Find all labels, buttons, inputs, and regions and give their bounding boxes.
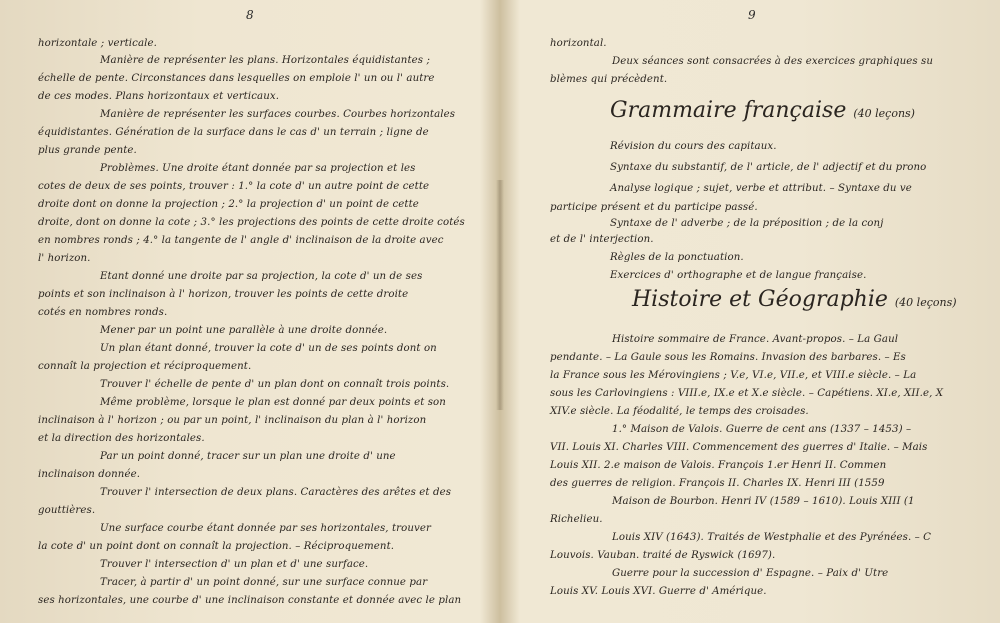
text-line: Problèmes. Une droite étant donnée par sa projection et les	[100, 163, 416, 174]
text-line: Exercices d' orthographe et de langue française.	[610, 270, 867, 281]
text-line: Louis XIV (1643). Traités de Westphalie et des Pyrénées. – C	[612, 532, 932, 543]
text-line: Règles de la ponctuation.	[610, 252, 744, 263]
section-title-text: Histoire et Géographie	[632, 287, 888, 312]
text-line: inclinaison donnée.	[38, 469, 141, 480]
text-line: blèmes qui précèdent.	[550, 74, 668, 85]
text-line: Louis XII. 2.e maison de Valois. François 1.er Henri II. Commen	[550, 460, 887, 471]
text-line: Louvois. Vauban. traité de Ryswick (1697).	[550, 550, 776, 561]
text-line: droite, dont on donne la cote ; 3.° les projections des points de cette droite cotés	[38, 217, 465, 228]
text-line: Une surface courbe étant donnée par ses horizontales, trouver	[100, 523, 431, 534]
text-line: pendante. – La Gaule sous les Romains. Invasion des barbares. – Es	[550, 352, 906, 363]
text-line: cotes de deux de ses points, trouver : 1.° la cote d' un autre point de cette	[38, 181, 430, 192]
text-line: participe présent et du participe passé.	[550, 202, 758, 213]
text-line: équidistantes. Génération de la surface dans le cas d' un terrain ; ligne de	[38, 127, 429, 138]
left-page-number: 8	[246, 8, 254, 22]
text-line: plus grande pente.	[38, 145, 137, 156]
text-line: Richelieu.	[550, 514, 603, 525]
section-title-histoire	[632, 287, 957, 312]
text-line: gouttières.	[38, 505, 96, 516]
text-line: sous les Carlovingiens : VIII.e, IX.e et X.e siècle. – Capétiens. XI.e, XII.e, X	[550, 388, 944, 399]
text-line: Etant donné une droite par sa projection, la cote d' un de ses	[100, 271, 423, 282]
text-line: droite dont on donne la projection ; 2.° la projection d' un point de cette	[38, 199, 419, 210]
text-line: Maison de Bourbon. Henri IV (1589 – 1610). Louis XIII (1	[612, 496, 915, 507]
text-line: XIV.e siècle. La féodalité, le temps des croisades.	[550, 406, 809, 417]
text-line: Guerre pour la succession d' Espagne. – Paix d' Utre	[612, 568, 889, 579]
section-lesson-count: (40 leçons)	[853, 107, 915, 120]
text-line: de ces modes. Plans horizontaux et verticaux.	[38, 91, 280, 102]
text-line: horizontal.	[550, 38, 607, 49]
section-title-grammaire	[610, 98, 915, 123]
text-line: l' horizon.	[38, 253, 91, 264]
text-line: Louis XV. Louis XVI. Guerre d' Amérique.	[550, 586, 767, 597]
text-line: cotés en nombres ronds.	[38, 307, 168, 318]
text-line: 1.° Maison de Valois. Guerre de cent ans (1337 – 1453) –	[612, 424, 912, 435]
text-line: des guerres de religion. François II. Charles IX. Henri III (1559	[550, 478, 885, 489]
text-line: Trouver l' intersection d' un plan et d' une surface.	[100, 559, 369, 570]
text-line: Tracer, à partir d' un point donné, sur une surface connue par	[100, 577, 428, 588]
text-line: Par un point donné, tracer sur un plan une droite d' une	[100, 451, 396, 462]
text-line: Syntaxe de l' adverbe ; de la préposition ; de la conj	[610, 218, 884, 229]
text-line: la cote d' un point dont on connaît la projection. – Réciproquement.	[38, 541, 395, 552]
section-title-text: Grammaire française	[610, 98, 847, 123]
text-line: inclinaison à l' horizon ; ou par un point, l' inclinaison du plan à l' horizon	[38, 415, 427, 426]
section-lesson-count: (40 leçons)	[894, 296, 957, 309]
text-line: Trouver l' intersection de deux plans. Caractères des arêtes et des	[100, 487, 452, 498]
text-line: Analyse logique ; sujet, verbe et attribut. – Syntaxe du ve	[610, 183, 912, 194]
text-line: Trouver l' échelle de pente d' un plan dont on connaît trois points.	[100, 379, 450, 390]
text-line: et de l' interjection.	[550, 234, 654, 245]
text-line: échelle de pente. Circonstances dans lesquelles on emploie l' un ou l' autre	[38, 73, 435, 84]
text-line: connaît la projection et réciproquement.	[38, 361, 252, 372]
text-line: Même problème, lorsque le plan est donné par deux points et son	[100, 397, 446, 408]
right-page-number: 9	[748, 8, 756, 22]
text-line: Un plan étant donné, trouver la cote d' un de ses points dont on	[100, 343, 437, 354]
text-line: et la direction des horizontales.	[38, 433, 205, 444]
text-line: horizontale ; verticale.	[38, 38, 157, 49]
text-line: Histoire sommaire de France. Avant-propos. – La Gaul	[612, 334, 899, 345]
text-line: VII. Louis XI. Charles VIII. Commencement des guerres d' Italie. – Mais	[550, 442, 928, 453]
text-line: Manière de représenter les plans. Horizontales équidistantes ;	[100, 55, 430, 66]
text-line: en nombres ronds ; 4.° la tangente de l' angle d' inclinaison de la droite avec	[38, 235, 444, 246]
text-line: Syntaxe du substantif, de l' article, de l' adjectif et du prono	[610, 162, 927, 173]
text-line: points et son inclinaison à l' horizon, trouver les points de cette droite	[38, 289, 409, 300]
text-line: Manière de représenter les surfaces courbes. Courbes horizontales	[100, 109, 456, 120]
text-line: Mener par un point une parallèle à une droite donnée.	[100, 325, 388, 336]
right-page	[500, 0, 1000, 623]
text-line: la France sous les Mérovingiens ; V.e, VI.e, VII.e, et VIII.e siècle. – La	[550, 370, 917, 381]
text-line: Deux séances sont consacrées à des exercices graphiques su	[612, 56, 934, 67]
text-line: Révision du cours des capitaux.	[610, 141, 777, 152]
text-line: ses horizontales, une courbe d' une inclinaison constante et donnée avec le plan	[38, 595, 462, 606]
